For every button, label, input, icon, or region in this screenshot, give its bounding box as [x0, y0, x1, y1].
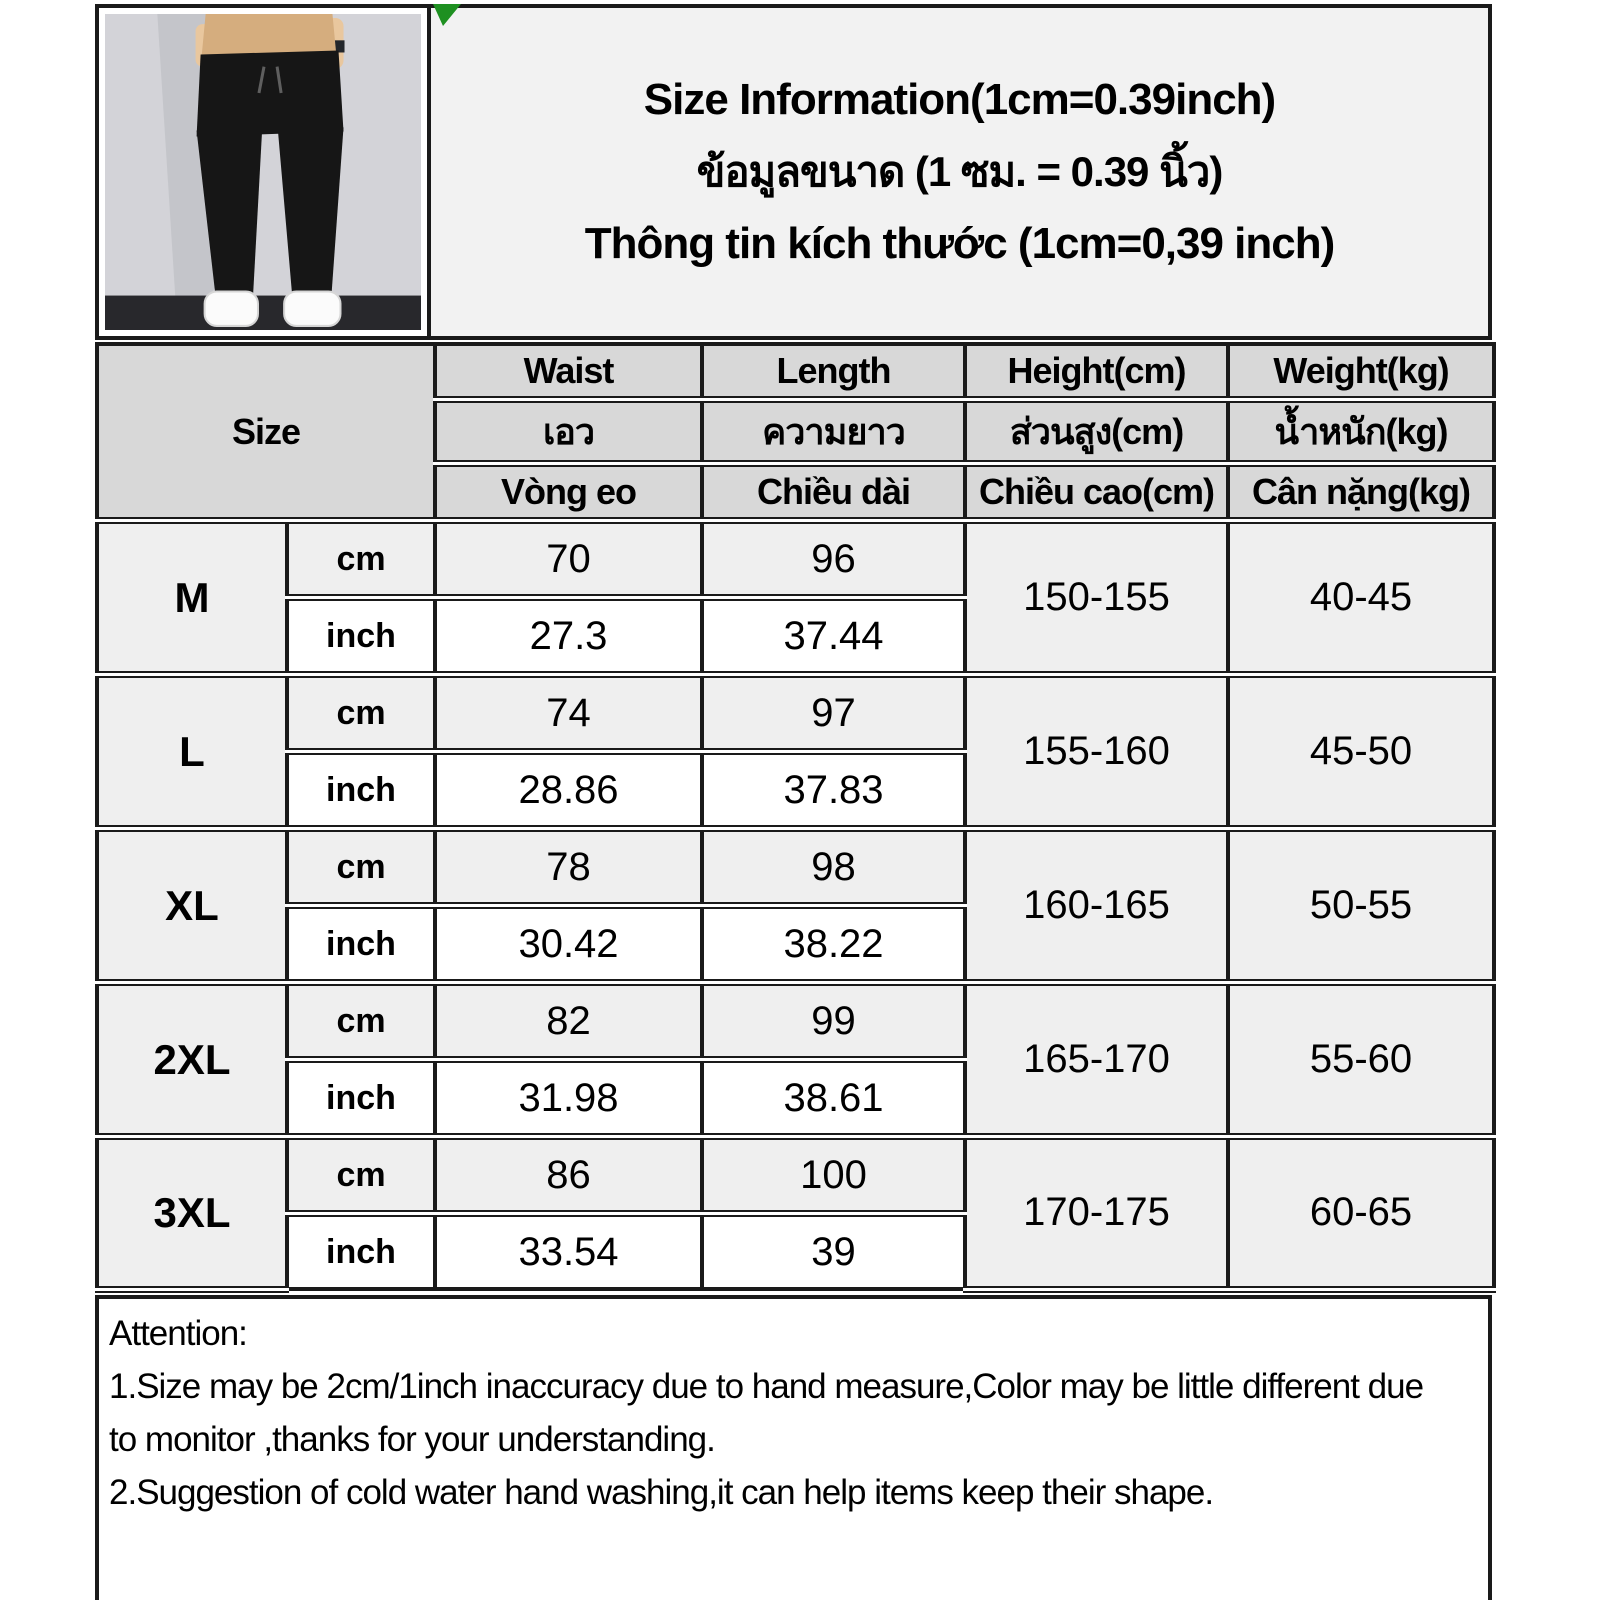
length-inch-value: 37.83 [702, 752, 965, 829]
unit-inch: inch [287, 1060, 435, 1137]
weight-range: 60-65 [1228, 1137, 1494, 1290]
col-waist-th: เอว [435, 400, 702, 464]
size-table [95, 342, 1496, 1293]
waist-cm-value: 70 [435, 521, 702, 598]
waist-inch-value: 31.98 [435, 1060, 702, 1137]
size-label-2xl: 2XL [97, 983, 287, 1137]
weight-range: 55-60 [1228, 983, 1494, 1137]
length-cm-value: 99 [702, 983, 965, 1060]
unit-cm: cm [287, 521, 435, 598]
attention-note-1: 1.Size may be 2cm/1inch inaccuracy due to hand measure,Color may be little different due to monitor ,thanks for your understanding. [109, 1366, 1424, 1459]
size-label-l: L [97, 675, 287, 829]
title-vietnamese: Thông tin kích thước (1cm=0,39 inch) [584, 219, 1335, 268]
table-row [97, 521, 1494, 598]
length-cm-value: 97 [702, 675, 965, 752]
header-section [95, 4, 1492, 340]
height-range: 160-165 [965, 829, 1228, 983]
unit-cm: cm [287, 829, 435, 906]
length-cm-value: 98 [702, 829, 965, 906]
length-inch-value: 38.22 [702, 906, 965, 983]
waist-inch-value: 30.42 [435, 906, 702, 983]
waist-inch-value: 33.54 [435, 1214, 702, 1290]
length-inch-value: 37.44 [702, 598, 965, 675]
length-inch-value: 38.61 [702, 1060, 965, 1137]
weight-range: 45-50 [1228, 675, 1494, 829]
length-inch-value: 39 [702, 1214, 965, 1290]
size-label-m: M [97, 521, 287, 675]
size-header-cell: Size [97, 344, 435, 521]
title-block [431, 8, 1488, 336]
weight-range: 40-45 [1228, 521, 1494, 675]
unit-inch: inch [287, 1214, 435, 1290]
waist-inch-value: 28.86 [435, 752, 702, 829]
waist-cm-value: 74 [435, 675, 702, 752]
model-photo-illustration [105, 14, 421, 330]
col-height-en: Height(cm) [965, 344, 1228, 400]
col-height-vi: Chiều cao(cm) [965, 464, 1228, 521]
col-weight-en: Weight(kg) [1228, 344, 1494, 400]
unit-inch: inch [287, 598, 435, 675]
height-range: 165-170 [965, 983, 1228, 1137]
attention-note-2: 2.Suggestion of cold water hand washing,it can help items keep their shape. [109, 1472, 1214, 1512]
length-cm-value: 96 [702, 521, 965, 598]
height-range: 150-155 [965, 521, 1228, 675]
height-range: 170-175 [965, 1137, 1228, 1290]
unit-inch: inch [287, 752, 435, 829]
size-label-3xl: 3XL [97, 1137, 287, 1290]
col-height-th: ส่วนสูง(cm) [965, 400, 1228, 464]
col-length-th: ความยาว [702, 400, 965, 464]
col-weight-vi: Cân nặng(kg) [1228, 464, 1494, 521]
attention-heading: Attention: [109, 1313, 247, 1353]
waist-cm-value: 78 [435, 829, 702, 906]
attention-box [95, 1295, 1492, 1600]
unit-cm: cm [287, 983, 435, 1060]
waist-cm-value: 82 [435, 983, 702, 1060]
unit-cm: cm [287, 1137, 435, 1214]
product-photo [99, 8, 431, 336]
title-thai: ข้อมูลขนาด (1 ซม. = 0.39 นิ้ว) [696, 148, 1223, 195]
waist-cm-value: 86 [435, 1137, 702, 1214]
length-cm-value: 100 [702, 1137, 965, 1214]
unit-cm: cm [287, 675, 435, 752]
unit-inch: inch [287, 906, 435, 983]
col-weight-th: น้ำหนัก(kg) [1228, 400, 1494, 464]
weight-range: 50-55 [1228, 829, 1494, 983]
col-waist-en: Waist [435, 344, 702, 400]
waist-inch-value: 27.3 [435, 598, 702, 675]
col-length-en: Length [702, 344, 965, 400]
table-row [97, 1137, 1494, 1214]
sheet [95, 4, 1492, 1600]
size-label-xl: XL [97, 829, 287, 983]
green-corner-marker-icon [433, 4, 461, 26]
table-row [97, 675, 1494, 752]
col-waist-vi: Vòng eo [435, 464, 702, 521]
height-range: 155-160 [965, 675, 1228, 829]
col-length-vi: Chiều dài [702, 464, 965, 521]
title-english: Size Information(1cm=0.39inch) [643, 75, 1276, 124]
table-row [97, 829, 1494, 906]
table-row [97, 983, 1494, 1060]
